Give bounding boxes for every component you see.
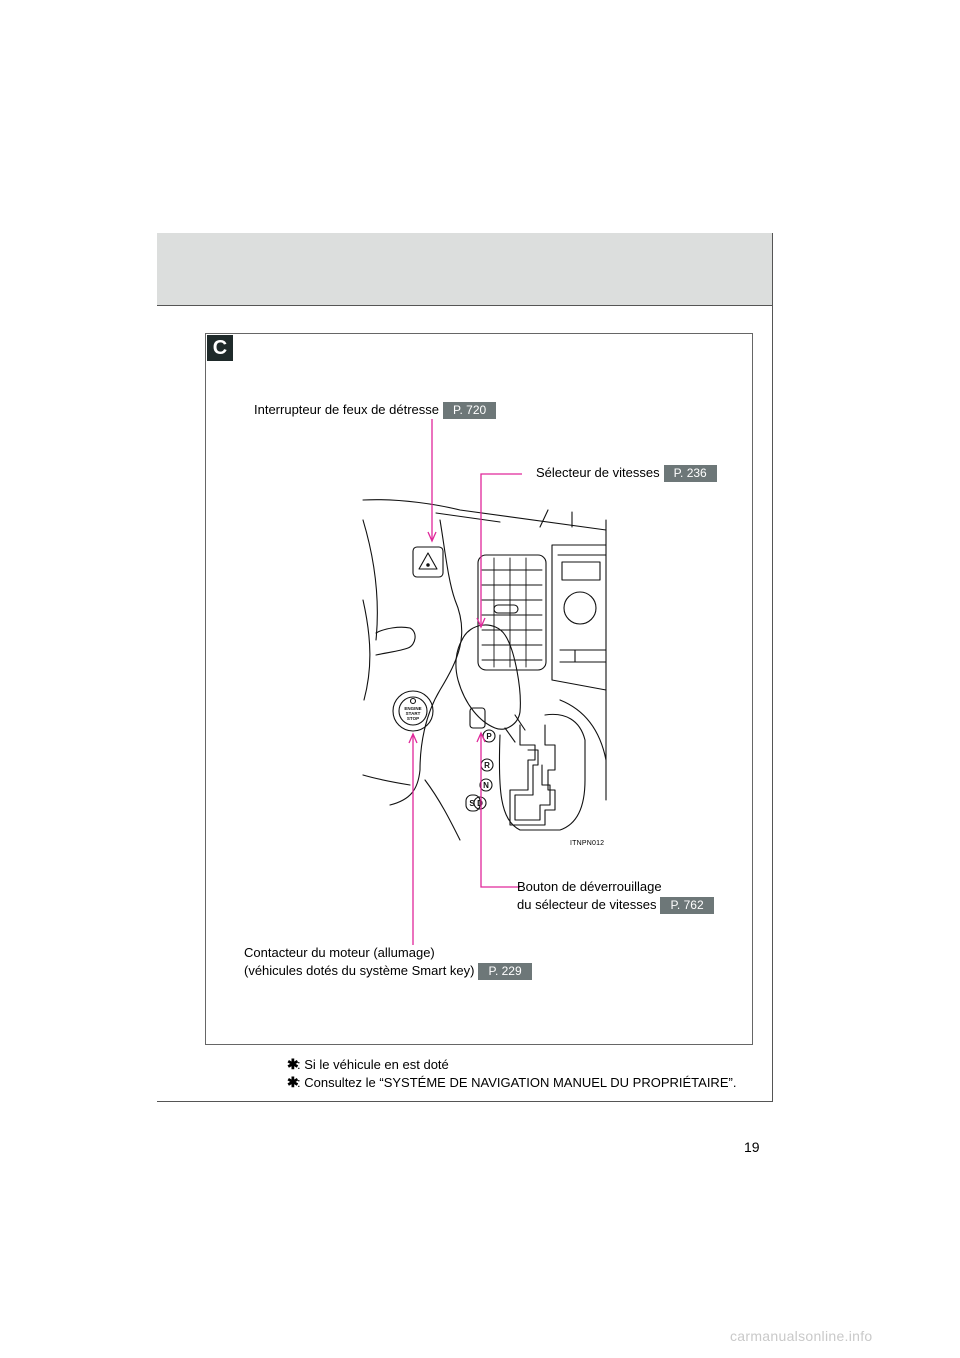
callout-engine-line2: (véhicules dotés du système Smart key) [244, 963, 475, 978]
gear-stem [505, 715, 525, 742]
control-stalk [376, 627, 415, 655]
console-edge [552, 680, 606, 690]
dash-edge [363, 500, 606, 530]
button-text-start: START [405, 711, 421, 716]
release-button [470, 708, 485, 728]
page-ref-engine[interactable]: P. 229 [478, 963, 531, 980]
callout-shift-label: Sélecteur de vitesses [536, 465, 660, 480]
asterisk-icon: ✱ [287, 1074, 299, 1090]
footnote-navigation-text: : Consultez le “SYSTÉME DE NAVIGATION MANUEL DU PROPRIÉTAIRE”. [297, 1075, 737, 1090]
watermark: carmanualsonline.info [730, 1328, 873, 1344]
gear-label-d: D [477, 799, 483, 808]
center-console [552, 545, 606, 680]
callout-line-release [481, 734, 520, 887]
footnote-optional-text: : Si le véhicule en est doté [297, 1057, 449, 1072]
console-curve [560, 700, 606, 760]
gear-knob [456, 625, 520, 729]
callout-engine-line1: Contacteur du moteur (allumage) [244, 945, 435, 960]
console-slot [560, 650, 606, 662]
page-ref-release[interactable]: P. 762 [660, 897, 713, 914]
page-number: 19 [744, 1139, 760, 1155]
footnote-navigation [287, 1074, 736, 1091]
callout-release-line1: Bouton de déverrouillage [517, 879, 662, 894]
callout-line-shift [481, 474, 522, 626]
gear-label-s: S [469, 799, 475, 808]
button-text-engine: ENGINE [404, 706, 422, 711]
asterisk-icon: ✱ [287, 1056, 299, 1072]
panel-contour [425, 780, 460, 840]
audio-knob [564, 592, 596, 624]
hazard-button [413, 547, 443, 577]
gear-label-r: R [484, 761, 490, 770]
steering-arc [363, 600, 370, 700]
image-code: ITNPN012 [570, 840, 605, 847]
callout-shift [536, 464, 717, 482]
footnote-optional [287, 1056, 449, 1073]
callout-hazard-label: Interrupteur de feux de détresse [254, 402, 440, 417]
button-text-stop: STOP [406, 716, 420, 721]
callout-hazard [254, 401, 496, 419]
panel-contour [390, 520, 462, 805]
section-badge: C [207, 335, 233, 361]
callout-engine [244, 944, 532, 980]
gear-label-p: P [486, 732, 492, 741]
page-ref-hazard[interactable]: P. 720 [443, 402, 496, 419]
callout-release [517, 878, 714, 914]
steering-arc [363, 520, 377, 640]
gear-label-n: N [483, 781, 489, 790]
page-ref-shift[interactable]: P. 236 [664, 465, 717, 482]
panel-contour [363, 775, 410, 785]
vent-tab [494, 605, 518, 613]
dash-crease [540, 510, 548, 527]
callout-release-line2: du sélecteur de vitesses [517, 897, 657, 912]
